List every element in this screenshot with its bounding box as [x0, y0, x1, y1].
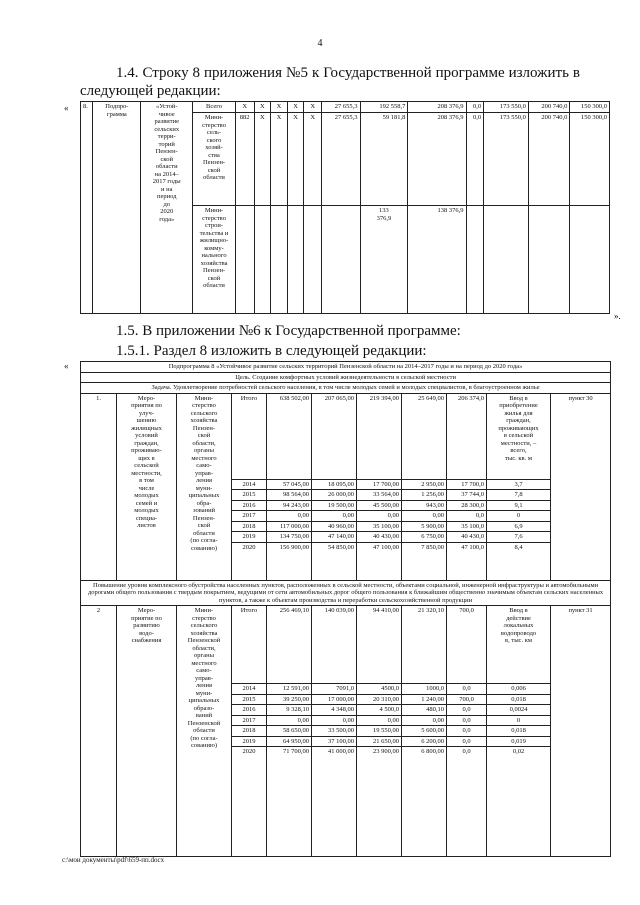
- b1-r5-v2: 35 100,00: [357, 521, 402, 532]
- b1-r3-year: 2016: [232, 500, 267, 511]
- t1-r2-x4: X: [304, 113, 322, 206]
- t1-r1-x3: X: [287, 102, 304, 113]
- t1-r3-x3: [287, 206, 304, 314]
- b1-r7-v3: 7 850,00: [402, 542, 447, 580]
- b2-r2-v4: 700,0: [447, 694, 487, 705]
- b2-r4-v2: 0,00: [357, 715, 402, 726]
- b2-r4-ind: 0: [487, 715, 551, 726]
- t1-r1-code: X: [235, 102, 254, 113]
- t1-r1-x2: X: [271, 102, 288, 113]
- t1-r2-x1: X: [254, 113, 271, 206]
- b2-r6-v2: 21 650,00: [357, 736, 402, 747]
- b2-r4-year: 2017: [232, 715, 267, 726]
- t1-r3-code: [235, 206, 254, 314]
- b2-r1-v0: 12 591,00: [267, 684, 312, 695]
- t1-r2-x2: X: [271, 113, 288, 206]
- t1-r3-v3: [466, 206, 484, 314]
- b2-ref: пункт 31: [551, 606, 611, 857]
- b2-r7-ind: 0,02: [487, 747, 551, 857]
- b1-r0-v2: 219 394,00: [357, 393, 402, 479]
- b1-r4-ind: 0: [487, 511, 551, 522]
- b2-num: 2: [81, 606, 117, 857]
- b2-r7-v0: 71 700,00: [267, 747, 312, 857]
- b1-r5-year: 2018: [232, 521, 267, 532]
- b2-r2-v2: 20 310,00: [357, 694, 402, 705]
- b1-r1-ind: 3,7: [487, 479, 551, 490]
- b1-r7-year: 2020: [232, 542, 267, 580]
- b1-r6-v3: 6 750,00: [402, 532, 447, 543]
- b1-r7-v0: 156 900,00: [267, 542, 312, 580]
- paragraph-1-5-1: 1.5.1. Раздел 8 изложить в следующей редакции:: [116, 343, 427, 359]
- paragraph-1-4: 1.4. Строку 8 приложения №5 к Государственной программе изложить в следующей редакции:: [80, 65, 580, 99]
- b2-r3-v1: 4 348,00: [312, 705, 357, 716]
- b2-r5-ind: 0,018: [487, 726, 551, 737]
- b2-r3-v2: 4 500,0: [357, 705, 402, 716]
- t1-name: «Устой- чивое развитие сельских терри- торий Пензен- ской области на 2014– 2017 годы и на период до 2020 года»: [141, 102, 193, 314]
- t1-r3-x4: [304, 206, 322, 314]
- b1-r5-v0: 117 000,00: [267, 521, 312, 532]
- t1-r3-v0: [322, 206, 360, 314]
- b1-r3-ind: 9,1: [487, 500, 551, 511]
- b2-r2-v1: 17 000,00: [312, 694, 357, 705]
- b2-r1-v3: 1000,0: [402, 684, 447, 695]
- program-table: [80, 101, 610, 314]
- t1-r1-v4: 173 550,0: [484, 102, 529, 113]
- b1-r1-year: 2014: [232, 479, 267, 490]
- b2-r2-v3: 1 240,00: [402, 694, 447, 705]
- b1-r1-v4: 17 700,0: [447, 479, 487, 490]
- b1-r2-v2: 33 564,00: [357, 490, 402, 501]
- paragraph-1-5: 1.5. В приложении №6 к Государственной программе:: [116, 323, 461, 339]
- b1-r1-v1: 18 095,00: [312, 479, 357, 490]
- t1-r3-v5: [528, 206, 570, 314]
- t1-r2-code: 882: [235, 113, 254, 206]
- t1-r3-v2: 138 376,9: [408, 206, 466, 314]
- b2-r7-v3: 6 800,00: [402, 747, 447, 857]
- t1-r1-who: Всего: [193, 102, 236, 113]
- b2-r5-v0: 58 650,00: [267, 726, 312, 737]
- b2-r6-v3: 6 200,00: [402, 736, 447, 747]
- b1-r5-v4: 35 100,0: [447, 521, 487, 532]
- b1-r5-v3: 5 900,00: [402, 521, 447, 532]
- t1-r2-v6: 150 300,0: [570, 113, 610, 206]
- t1-r1-v5: 200 740,0: [528, 102, 570, 113]
- t1-r3-who: Мини- стерство строи- тельства и жилищно- комму- нального хозяйства Пензен- ской области: [193, 206, 236, 314]
- b2-r1-ind: 0,006: [487, 684, 551, 695]
- b1-r0-v3: 25 649,00: [402, 393, 447, 479]
- b1-r4-v0: 0,00: [267, 511, 312, 522]
- b1-r0-v1: 207 065,00: [312, 393, 357, 479]
- quote-open-1: «: [64, 103, 69, 113]
- b2-r1-v2: 4500,0: [357, 684, 402, 695]
- b2-r6-v1: 37 100,00: [312, 736, 357, 747]
- subprogram-task: Задача. Удовлетворение потребностей сельского населения, в том числе молодых семей и молодых специалистов, в благоустроенном жилье: [81, 383, 611, 394]
- b2-r1-year: 2014: [232, 684, 267, 695]
- b1-r6-v0: 134 750,00: [267, 532, 312, 543]
- b2-r4-v1: 0,00: [312, 715, 357, 726]
- b2-r5-v2: 19 550,00: [357, 726, 402, 737]
- b1-r6-v2: 40 430,00: [357, 532, 402, 543]
- b1-r6-year: 2019: [232, 532, 267, 543]
- b2-r3-ind: 0,0024: [487, 705, 551, 716]
- b1-r2-v0: 98 564,00: [267, 490, 312, 501]
- subprogram-goal: Цель. Создание комфортных условий жизнедеятельности в сельской местности: [81, 372, 611, 383]
- b1-r3-v3: 943,00: [402, 500, 447, 511]
- b1-r5-ind: 6,9: [487, 521, 551, 532]
- b2-r3-year: 2016: [232, 705, 267, 716]
- b2-r6-v4: 0,0: [447, 736, 487, 747]
- b1-r0-year: Итого: [232, 393, 267, 479]
- b2-r4-v0: 0,00: [267, 715, 312, 726]
- b1-r7-ind: 8,4: [487, 542, 551, 580]
- quote-open-2: «: [64, 361, 69, 371]
- t1-r3-x2: [271, 206, 288, 314]
- b2-r0-v3: 21 320,10: [402, 606, 447, 684]
- b1-r2-v1: 26 000,00: [312, 490, 357, 501]
- b2-indicator: Ввод в действие локальных водопроводо в, тыс. км: [487, 606, 551, 684]
- b1-r2-v4: 37 744,0: [447, 490, 487, 501]
- b1-r1-v3: 2 950,00: [402, 479, 447, 490]
- b2-r7-v1: 41 000,00: [312, 747, 357, 857]
- b2-r1-v1: 7091,0: [312, 684, 357, 695]
- b2-r0-year: Итого: [232, 606, 267, 684]
- t1-r2-v5: 200 740,0: [528, 113, 570, 206]
- subprogram-table: [80, 361, 611, 857]
- t1-r1-v0: 27 655,3: [322, 102, 360, 113]
- t1-num: 8.: [81, 102, 93, 314]
- b2-r5-v3: 5 600,00: [402, 726, 447, 737]
- b2-r2-v0: 39 250,00: [267, 694, 312, 705]
- b1-r2-v3: 1 256,00: [402, 490, 447, 501]
- b1-r3-v1: 19 500,00: [312, 500, 357, 511]
- t1-r2-who: Мини- стерство сель- ского хозяй- ства Пензен- ской области: [193, 113, 236, 206]
- b2-r2-year: 2015: [232, 694, 267, 705]
- b1-r4-v1: 0,00: [312, 511, 357, 522]
- t1-r2-v3: 0,0: [466, 113, 484, 206]
- t1-r3-x1: [254, 206, 271, 314]
- b2-r6-v0: 64 950,00: [267, 736, 312, 747]
- b1-r5-v1: 40 960,00: [312, 521, 357, 532]
- t1-r1-x4: X: [304, 102, 322, 113]
- b1-r2-ind: 7,8: [487, 490, 551, 501]
- b1-indicator: Ввод в приобретение жилья для граждан, проживающих в сельской местности, – всего, тыс. кв. м: [487, 393, 551, 479]
- b2-r4-v4: 0,0: [447, 715, 487, 726]
- b2-r5-year: 2018: [232, 726, 267, 737]
- b1-r7-v1: 54 850,00: [312, 542, 357, 580]
- t1-r1-v6: 150 300,0: [570, 102, 610, 113]
- b2-r7-v4: 0,0: [447, 747, 487, 857]
- b1-r1-v2: 17 700,00: [357, 479, 402, 490]
- quote-close-1: ».: [614, 311, 621, 321]
- b2-r0-v1: 140 039,00: [312, 606, 357, 684]
- b1-exec: Мини- стерство сельского хозяйства Пензен- ской области, органы местного само- управ- ления муни- ципальных обра- зований Пензен- ской области (по согла- сованию): [177, 393, 232, 580]
- b2-r6-year: 2019: [232, 736, 267, 747]
- b1-r6-v4: 40 430,0: [447, 532, 487, 543]
- subprogram-header: Подпрограмма 8 «Устойчивое развитие сельских территорий Пензенской области на 2014–2017 годы и на период до 2020 года»: [81, 362, 611, 373]
- b1-ref: пункт 30: [551, 393, 611, 580]
- b1-r3-v4: 28 300,0: [447, 500, 487, 511]
- b1-num: 1.: [81, 393, 117, 580]
- t1-r2-v2: 208 376,9: [408, 113, 466, 206]
- b1-r3-v0: 94 243,00: [267, 500, 312, 511]
- b1-r4-year: 2017: [232, 511, 267, 522]
- b2-r3-v4: 0,0: [447, 705, 487, 716]
- b1-r0-v0: 638 502,00: [267, 393, 312, 479]
- b2-r5-v1: 33 500,00: [312, 726, 357, 737]
- b2-r4-v3: 0,00: [402, 715, 447, 726]
- t1-r2-v0: 27 655,3: [322, 113, 360, 206]
- b1-r7-v2: 47 100,00: [357, 542, 402, 580]
- b1-r1-v0: 57 045,00: [267, 479, 312, 490]
- t1-r3-v1: 133 376,9: [360, 206, 408, 314]
- b1-r3-v2: 45 500,00: [357, 500, 402, 511]
- b1-r4-v2: 0,00: [357, 511, 402, 522]
- t1-type: Подпро- грамма: [93, 102, 141, 314]
- b1-r7-v4: 47 100,0: [447, 542, 487, 580]
- b1-r4-v3: 0,00: [402, 511, 447, 522]
- file-path-footer: c:\мои документы\pdf\659-пп.docx: [62, 856, 165, 864]
- b2-r5-v4: 0,0: [447, 726, 487, 737]
- subprogram-task-2: Повышение уровня комплексного обустройства населенных пунктов, расположенных в сельской местности, объектами социальной, инженерной инфраструктуры и автомобильными дорогами общего пользования с твердым покрытием, ведущими от сети автомобильных дорог общего пользования к ближайшим общественно значимым объектам сельских населенных пунктов, а также к объектам производства и переработки сельскохозяйственной продукции: [81, 580, 611, 606]
- b2-r7-v2: 23 900,00: [357, 747, 402, 857]
- t1-r1-v1: 192 558,7: [360, 102, 408, 113]
- t1-r1-v2: 208 376,9: [408, 102, 466, 113]
- t1-r3-v4: [484, 206, 529, 314]
- b1-r0-v4: 206 374,0: [447, 393, 487, 479]
- b1-name: Меро- приятия по улуч- шению жилищных условий граждан, проживаю- щих в сельской местности, в том числе молодых семей и молодых специа- листов: [117, 393, 177, 580]
- t1-r2-v4: 173 550,0: [484, 113, 529, 206]
- t1-r1-x1: X: [254, 102, 271, 113]
- b2-r0-v4: 700,0: [447, 606, 487, 684]
- b2-r7-year: 2020: [232, 747, 267, 857]
- b2-name: Меро- приятие по развитию водо- снабжения: [117, 606, 177, 857]
- b2-r2-ind: 0,018: [487, 694, 551, 705]
- t1-r2-v1: 59 181,8: [360, 113, 408, 206]
- b2-exec: Мини- стерство сельского хозяйства Пензенской области, органы местного само- управ- ления муни- ципальных образо- ваний Пензенской области (по согла- сованию): [177, 606, 232, 857]
- b2-r0-v0: 256 469,10: [267, 606, 312, 684]
- b2-r3-v3: 480,10: [402, 705, 447, 716]
- t1-r1-v3: 0,0: [466, 102, 484, 113]
- b2-r3-v0: 9 328,10: [267, 705, 312, 716]
- b1-r4-v4: 0,0: [447, 511, 487, 522]
- b1-r2-year: 2015: [232, 490, 267, 501]
- t1-r2-x3: X: [287, 113, 304, 206]
- b2-r0-v2: 94 410,00: [357, 606, 402, 684]
- b1-r6-v1: 47 140,00: [312, 532, 357, 543]
- b2-r6-ind: 0,019: [487, 736, 551, 747]
- page-number: 4: [317, 38, 323, 49]
- b1-r6-ind: 7,6: [487, 532, 551, 543]
- t1-r3-v6: [570, 206, 610, 314]
- b2-r1-v4: 0,0: [447, 684, 487, 695]
